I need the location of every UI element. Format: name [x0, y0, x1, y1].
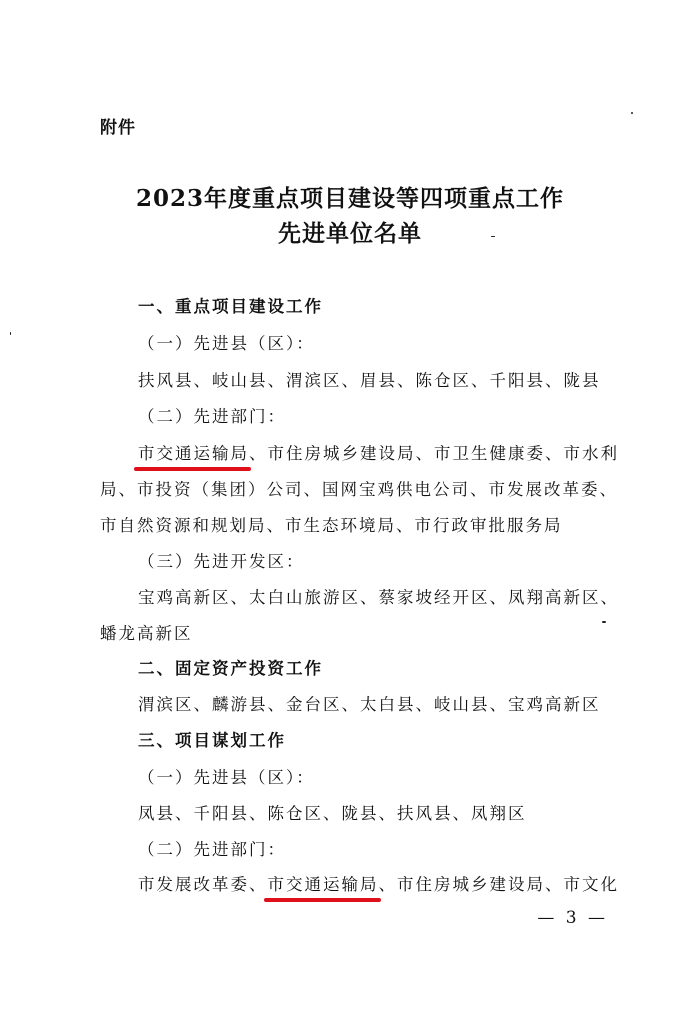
- section3-sub2-rest: 、市住房城乡建设局、市文化: [378, 875, 619, 894]
- document-title-line2: 先进单位名单: [278, 220, 422, 247]
- section3-sub2-line1: [138, 871, 619, 895]
- scan-speck: [491, 236, 495, 237]
- section1-sub1-label: （一）先进县（区）：: [138, 334, 315, 353]
- highlighted-unit: 市交通运输局: [268, 871, 379, 895]
- section1-sub3-line1: 宝鸡高新区、太白山旅游区、蔡家坡经开区、凤翔高新区、: [138, 588, 619, 607]
- section1-sub2-line3: 市自然资源和规划局、市生态环境局、市行政审批服务局: [100, 516, 563, 535]
- section2-content: 渭滨区、麟游县、金台区、太白县、岐山县、宝鸡高新区: [138, 695, 601, 714]
- section1-sub2-label: （二）先进部门：: [138, 407, 286, 426]
- scan-speck: [631, 112, 633, 114]
- section3-sub2-prefix: 市发展改革委、: [138, 875, 268, 894]
- section3-sub1-label: （一）先进县（区）：: [138, 768, 315, 787]
- page-number-text: — 3 —: [537, 908, 608, 928]
- page-number: [0, 908, 700, 928]
- section1-sub2-line2: 局、市投资（集团）公司、国网宝鸡供电公司、市发展改革委、: [100, 480, 618, 499]
- section1-sub3-label: （三）先进开发区：: [138, 552, 305, 571]
- scan-speck: [10, 332, 11, 335]
- section1-heading: 一、重点项目建设工作: [138, 297, 323, 316]
- section1-sub3-line2: 蟠龙高新区: [100, 624, 193, 643]
- section1-sub2-line1: [138, 440, 619, 464]
- document-title-line1: 2023年度重点项目建设等四项重点工作: [135, 185, 564, 212]
- section3-heading: 三、项目谋划工作: [138, 731, 286, 750]
- section3-sub1-content: 凤县、千阳县、陈仓区、陇县、扶风县、凤翔区: [138, 804, 527, 823]
- section1-sub2-line1-rest: 、市住房城乡建设局、市卫生健康委、市水利: [249, 444, 619, 463]
- scan-speck: [602, 621, 606, 623]
- section2-heading: 二、固定资产投资工作: [138, 659, 323, 678]
- section3-sub2-label: （二）先进部门：: [138, 840, 286, 859]
- attachment-label: 附件: [100, 118, 136, 138]
- section1-sub1-content: 扶风县、岐山县、渭滨区、眉县、陈仓区、千阳县、陇县: [138, 371, 601, 390]
- highlighted-unit: 市交通运输局: [138, 440, 249, 464]
